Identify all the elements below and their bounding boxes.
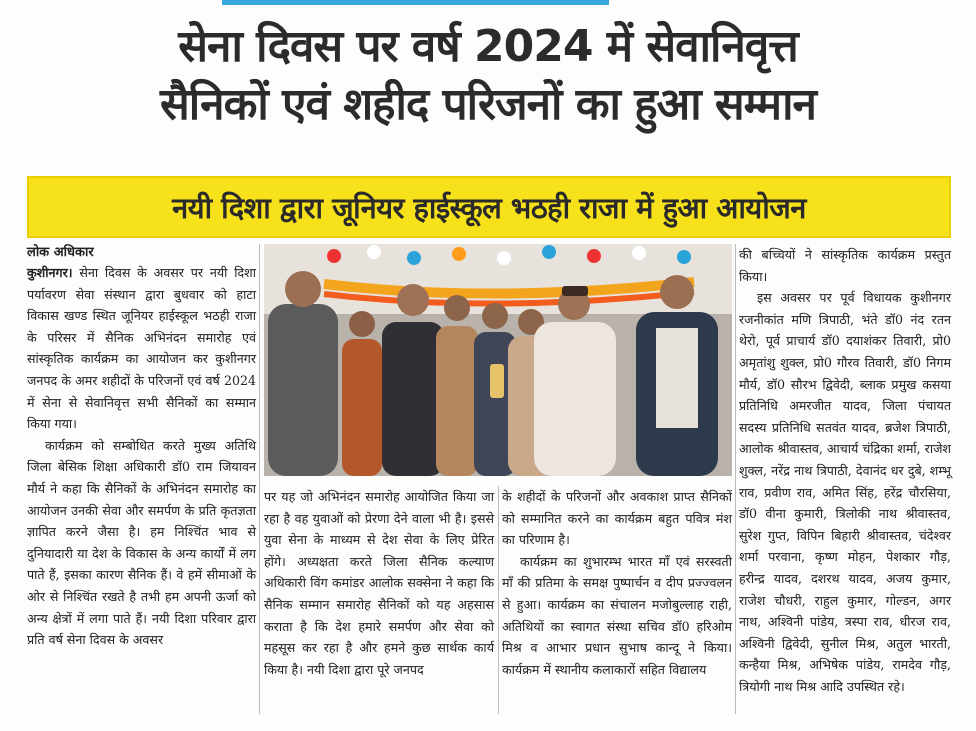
photo-illustration <box>264 244 732 476</box>
paragraph: पर यह जो अभिनंदन समारोह आयोजित किया जा रहा है वह युवाओं को प्रेरणा देने वाला भी है। इससे युवा सेना के माध्यम से देश सेवा के लिए प्रेरित होंगे। अध्यक्षता करते जिला सैनिक कल्याण अधिकारी विंग कमांडर आलोक सक्सेना ने कहा कि सैनिक सम्मान समारोह सैनिकों को यह अहसास कराता है कि देश हमारे समर्पण और सेवा को महसूस कर रहा है और हमने कुछ सार्थक कार्य किया है। नयी दिशा द्वारा पूरे जनपद <box>264 489 494 677</box>
article-column-3 <box>502 486 732 680</box>
paragraph <box>27 262 256 435</box>
headline-line-1: सेना दिवस पर वर्ष 2024 में सेवानिवृत्त <box>178 21 798 72</box>
article-column-1 <box>27 244 256 651</box>
event-photo <box>264 244 732 476</box>
paragraph-text: सेना दिवस के अवसर पर नयी दिशा पर्यावरण सेवा संस्थान द्वारा बुधवार को हाटा विकास खण्ड स्थित जूनियर हाईस्कूल भठही राजा के परिसर में सैनिक अभिनंदन समारोह एवं सांस्कृतिक कार्यक्रम का आयोजन कर कुशीनगर जनपद के अमर शहीदों के परिजनों एवं वर्ष 2024 में सेना से सेवानिवृत्त सभी सैनिकों का सम्मान किया गया। <box>27 265 256 432</box>
article-column-2 <box>264 486 494 680</box>
headline-line-2: सैनिकों एवं शहीद परिजनों का हुआ सम्मान <box>160 79 816 130</box>
subheadline-banner <box>27 176 951 238</box>
dateline: कुशीनगर। <box>27 265 73 280</box>
paragraph: इस अवसर पर पूर्व विधायक कुशीनगर रजनीकांत मणि त्रिपाठी, भंते डॉ0 नंद रतन थेरो, पूर्व प्राचार्य डॉ0 दयाशंकर तिवारी, प्रो0 अमृतांशु शुक्ल, प्रो0 गौरव तिवारी, डॉ0 निगम मौर्य, डॉ0 सौरभ द्विवेदी, ब्लाक प्रमुख कसया प्रतिनिधि अमरजीत यादव, जिला पंचायत सदस्य प्रतिनिधि सतवंत यादव, ब्रजेश त्रिपाठी, आलोक श्रीवास्तव, आचार्य चंद्रिका शर्मा, राजेश शुक्ल, नरेंद्र नाथ त्रिपाठी, देवानंद धर दुबे, शम्भू राव, प्रवीण राव, अमित सिंह, हरेंद्र चौरसिया, डॉ0 वीना कुमारी, त्रिलोकी नाथ श्रीवास्तव, सुरेश गुप्त, विपिन बिहारी श्रीवास्तव, चंदेश्वर शर्मा परवाना, कृष्ण मोहन, पेशकार गौड़, हरीन्द्र यादव, दशरथ यादव, अजय कुमार, राजेश चौधरी, राहुल कुमार, गोल्डन, अगर नाथ, अश्विनी पांडेय, त्रस्पा राव, धीरज राव, अश्विनी द्विवेदी, सुनील मिश्र, अतुल भारती, कन्हैया मिश्र, अभिषेक पांडेय, रामदेव गौड़, त्रियोगी नाथ मिश्र आदि उपस्थित रहे। <box>739 290 951 694</box>
subheadline: नयी दिशा द्वारा जूनियर हाईस्कूल भठही राजा में हुआ आयोजन <box>172 190 806 225</box>
byline: लोक अधिकार <box>27 245 94 260</box>
headline <box>0 18 976 134</box>
top-accent-rule <box>222 0 609 5</box>
paragraph: के शहीदों के परिजनों और अवकाश प्राप्त सैनिकों को सम्मानित करने का कार्यक्रम बहुत पवित्र मंश का परिणाम है। <box>502 489 732 548</box>
paragraph: कार्यक्रम को सम्बोधित करते मुख्य अतिथि जिला बेसिक शिक्षा अधिकारी डॉ0 राम जियावन मौर्य ने कहा कि सैनिकों के अभिनंदन समारोह का आयोजन उनकी सेवा और समर्पण के प्रति कृतज्ञता ज्ञापित करने जैसा है। हम निश्चिंत भाव से दुनियादारी या देश के विकास के अन्य कार्यों में लग पाते हैं, इसका कारण सैनिक हैं। वे हमें सीमाओं के ओर से निश्चिंत रखते है तभी हम अपनी ऊर्जा को अन्य क्षेत्रों में लगा पाते हैं। नयी दिशा परिवार द्वारा प्रति वर्ष सेना दिवस के अवसर <box>27 437 256 648</box>
paragraph: कार्यक्रम का शुभारम्भ भारत माँ एवं सरस्वती माँ की प्रतिमा के समक्ष पुष्पार्चन व दीप प्रज्ज्वलन से हुआ। कार्यक्रम का संचालन मजोबुल्लाह राही, अतिथियों का स्वागत संस्था सचिव डॉ0 हरिओम मिश्र व आभार प्रधान सुभाष कान्दू ने किया। कार्यक्रम में स्थानीय कलाकारों सहित विद्यालय <box>502 553 732 677</box>
column-divider <box>259 244 260 714</box>
column-divider <box>498 486 499 714</box>
column-divider <box>735 244 736 714</box>
article-column-4 <box>739 244 951 697</box>
paragraph: की बच्चियों ने सांस्कृतिक कार्यक्रम प्रस्तुत किया। <box>739 247 951 284</box>
